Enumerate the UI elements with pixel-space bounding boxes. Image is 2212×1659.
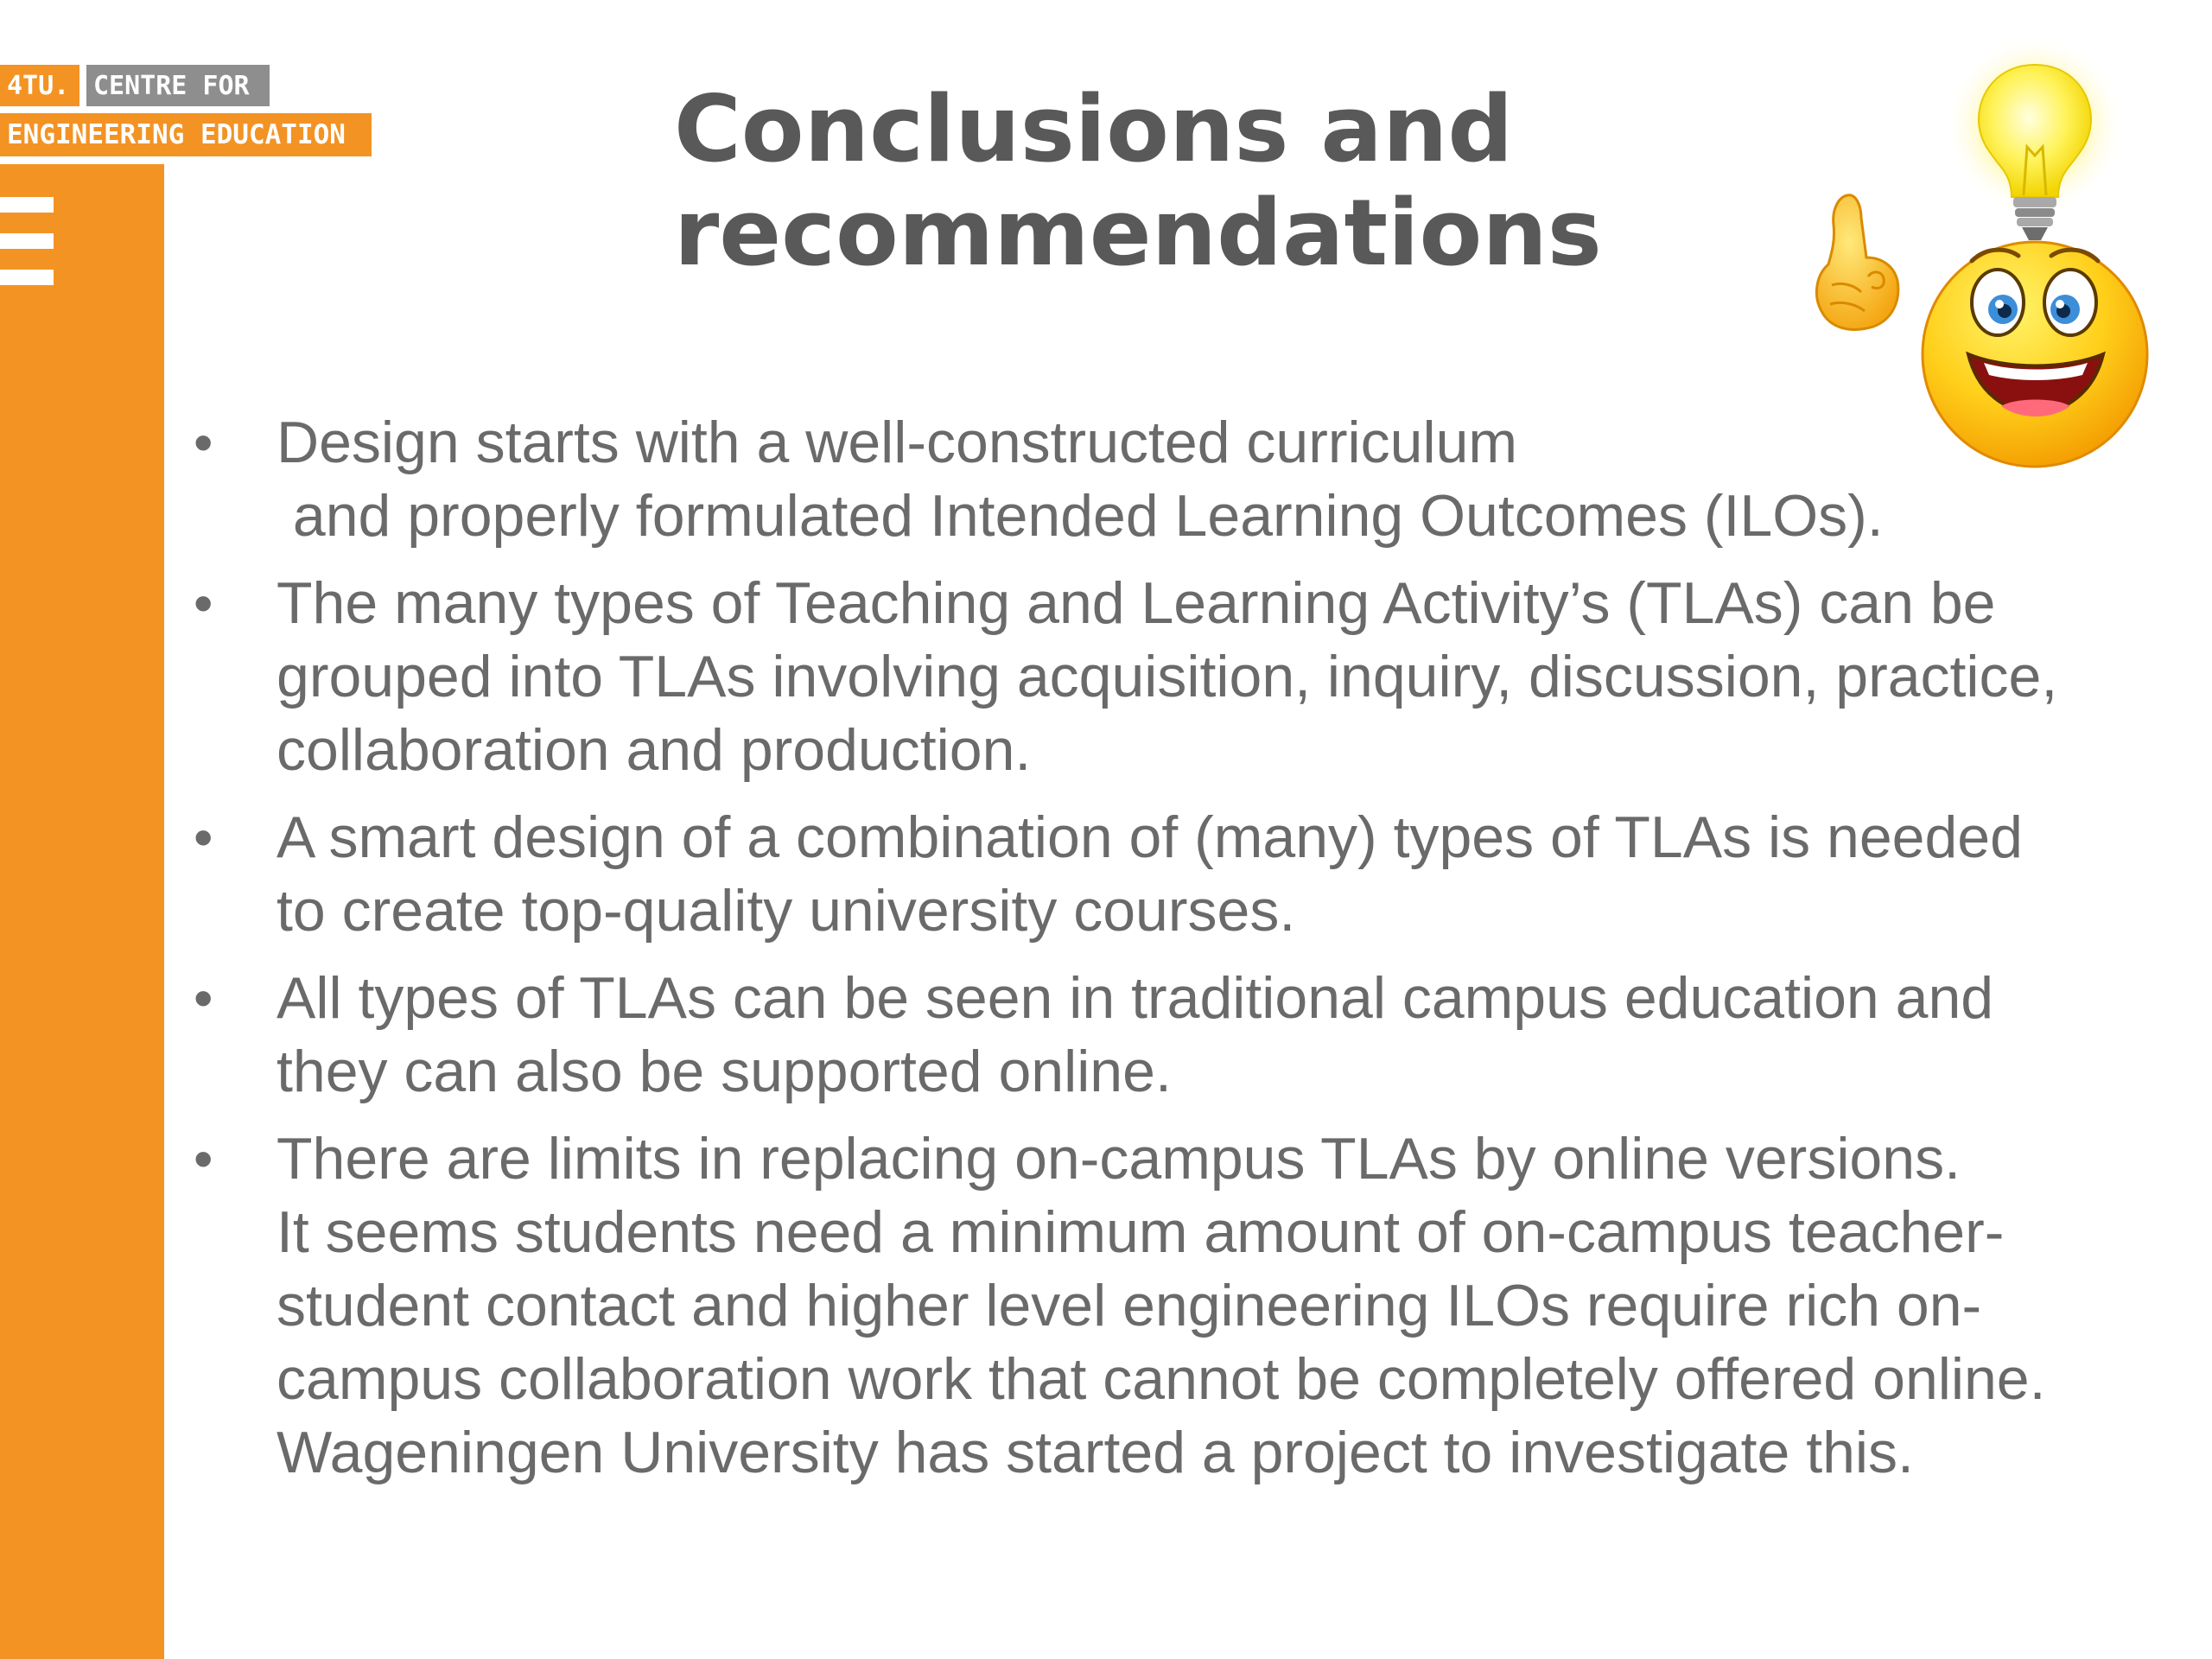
bullet-text-line: The many types of Teaching and Learning Activity’s (TLAs) can be <box>276 570 1996 636</box>
lightbulb-icon <box>1944 35 2126 240</box>
bullet-text-line: grouped into TLAs involving acquisition, inquiry, discussion, practice, <box>276 644 2058 709</box>
bullet-text-line: Design starts with a well-constructed curriculum <box>276 410 1518 475</box>
side-accent-bar <box>0 164 164 1659</box>
bullet-text-line: collaboration and production. <box>276 717 1032 783</box>
slide-title-line: recommendations <box>674 180 1602 286</box>
logo-engineering-education: ENGINEERING EDUCATION <box>0 113 372 156</box>
list-item <box>181 406 2169 553</box>
bullet-marker: • <box>194 967 213 1029</box>
bullet-marker: • <box>194 1128 213 1190</box>
slide-title <box>674 78 1711 285</box>
bullet-text-line: and properly formulated Intended Learning Outcomes (ILOs). <box>276 483 1884 549</box>
bullet-text-line: they can also be supported online. <box>276 1039 1172 1104</box>
bullet-marker: • <box>194 806 213 868</box>
side-stripe <box>0 197 54 213</box>
thumbs-up-hand-icon <box>1816 195 1897 330</box>
bullet-text-line: It seems students need a minimum amount of on-campus teacher- <box>276 1199 2005 1265</box>
bullet-text-line: to create top-quality university courses. <box>276 878 1296 944</box>
list-item <box>181 962 2169 1109</box>
bullet-text-line: Wageningen University has started a project to investigate this. <box>276 1420 1914 1485</box>
bullet-text-line: There are limits in replacing on-campus TLAs by online versions. <box>276 1126 1961 1192</box>
bullet-list <box>181 406 2169 1503</box>
side-stripe <box>0 270 54 285</box>
list-item <box>181 567 2169 787</box>
bullet-text-line: All types of TLAs can be seen in traditional campus education and <box>276 965 1994 1031</box>
slide-title-line: Conclusions and <box>674 76 1514 182</box>
bullet-text-line: student contact and higher level engineering ILOs require rich on- <box>276 1273 1982 1338</box>
side-stripe <box>0 233 54 249</box>
bullet-text-line: A smart design of a combination of (many) types of TLAs is needed <box>276 804 2023 870</box>
logo <box>0 65 372 160</box>
list-item <box>181 1122 2169 1490</box>
logo-centre-for: CENTRE FOR <box>86 65 270 106</box>
list-item <box>181 801 2169 948</box>
bullet-marker: • <box>194 572 213 634</box>
logo-4tu: 4TU. <box>0 65 79 106</box>
bullet-text-line: campus collaboration work that cannot be completely offered online. <box>276 1346 2046 1412</box>
bullet-marker: • <box>194 411 213 474</box>
